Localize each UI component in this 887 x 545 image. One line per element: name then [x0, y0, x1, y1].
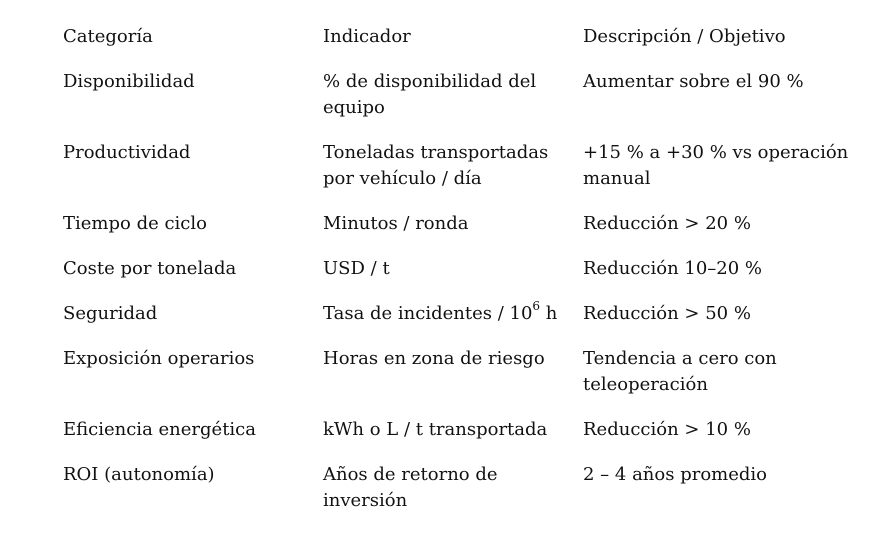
- exponent: 6: [532, 299, 541, 313]
- table-row: [63, 417, 863, 462]
- cell-indicador: Horas en zona de riesgo: [323, 348, 545, 369]
- cell-categoria: Tiempo de ciclo: [63, 213, 207, 234]
- cell-objetivo: Reducción > 50 %: [583, 303, 751, 324]
- indicador-unit: h: [540, 303, 558, 324]
- cell-categoria: Seguridad: [63, 303, 158, 324]
- cell-categoria: Coste por tonelada: [63, 258, 237, 279]
- table-row: [63, 462, 863, 533]
- cell-categoria: Productividad: [63, 142, 191, 163]
- cell-indicador: [323, 301, 583, 346]
- cell-indicador: Toneladas transportadas por vehículo / día: [323, 142, 549, 189]
- cell-objetivo: Reducción 10–20 %: [583, 258, 763, 279]
- cell-categoria: Exposición operarios: [63, 348, 255, 369]
- table-row: [63, 211, 863, 256]
- cell-indicador: kWh o L / t transportada: [323, 419, 548, 440]
- cell-categoria: Eficiencia energética: [63, 419, 256, 440]
- cell-indicador: Años de retorno de inversión: [323, 464, 498, 511]
- cell-objetivo: +15 % a +30 % vs operación manual: [583, 142, 849, 189]
- cell-objetivo: Reducción > 10 %: [583, 419, 751, 440]
- indicador-text: Tasa de incidentes / 10: [323, 303, 533, 324]
- header-categoria: Categoría: [63, 26, 153, 47]
- cell-categoria: ROI (autonomía): [63, 464, 215, 485]
- header-indicador: Indicador: [323, 26, 411, 47]
- cell-objetivo: Tendencia a cero con teleoperación: [583, 348, 777, 395]
- table-row: [63, 256, 863, 301]
- cell-categoria: Disponibilidad: [63, 71, 195, 92]
- cell-indicador: Minutos / ronda: [323, 213, 469, 234]
- header-descripcion: Descripción / Objetivo: [583, 26, 786, 47]
- cell-objetivo: Aumentar sobre el 90 %: [583, 71, 804, 92]
- cell-indicador: USD / t: [323, 258, 390, 279]
- table-row: [63, 140, 863, 211]
- table-row: [63, 69, 863, 140]
- table-row: [63, 346, 863, 417]
- cell-objetivo: Reducción > 20 %: [583, 213, 751, 234]
- cell-objetivo: 2 – 4 años promedio: [583, 464, 767, 485]
- header-row: [63, 24, 863, 69]
- cell-indicador: % de disponibilidad del equipo: [323, 71, 537, 118]
- kpi-table: [63, 24, 863, 533]
- table-row: [63, 301, 863, 346]
